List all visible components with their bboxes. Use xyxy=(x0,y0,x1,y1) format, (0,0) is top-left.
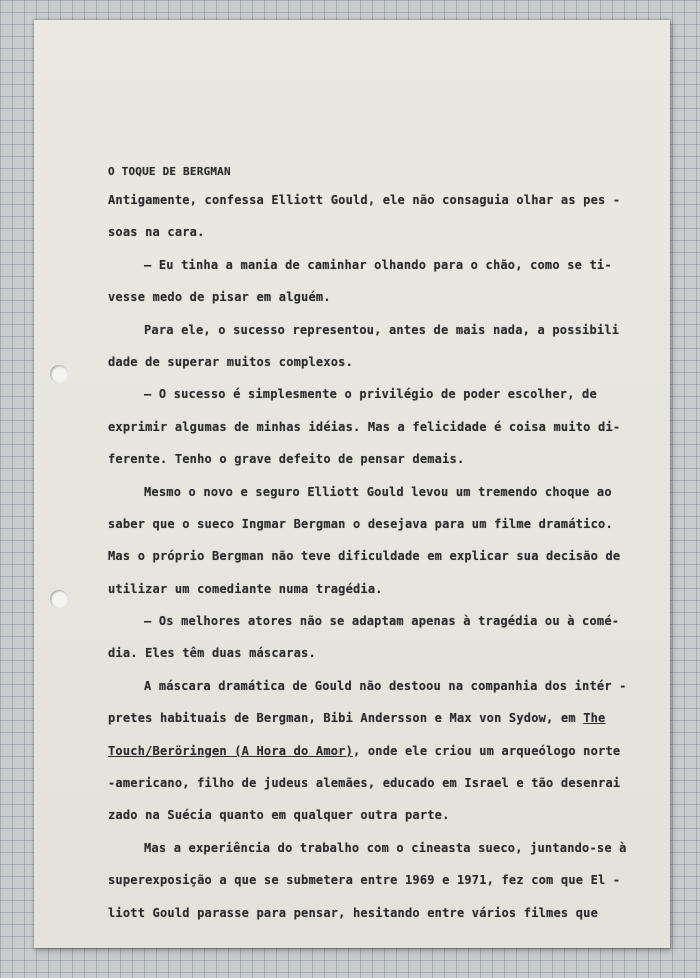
text-line: superexposição a que se submetera entre 1969 e 1971, fez com que El - xyxy=(108,873,621,888)
text-line: dade de superar muitos complexos. xyxy=(108,354,354,369)
text-segment: , onde ele criou um arqueólogo norte xyxy=(353,743,621,758)
text-line: — Eu tinha a mania de caminhar olhando para o chão, como se ti- xyxy=(144,257,612,272)
text-segment: pretes habituais de Bergman, Bibi Andersson e Max von Sydow, em xyxy=(108,711,584,726)
text-line: Antigamente, confessa Elliott Gould, ele não consaguia olhar as pes - xyxy=(108,193,621,207)
film-title-underlined: Touch/Beröringen (A Hora do Amor) xyxy=(108,743,354,758)
text-line: ferente. Tenho o grave defeito de pensar demais. xyxy=(108,452,465,467)
text-line: exprimir algumas de minhas idéias. Mas a felicidade é coisa muito di- xyxy=(108,419,621,434)
text-line: Mas o próprio Bergman não teve dificuldade em explicar sua decisão de xyxy=(108,549,621,564)
text-line: Mesmo o novo e seguro Elliott Gould levou um tremendo choque ao xyxy=(144,484,612,499)
text-line: — Os melhores atores não se adaptam apenas à tragédia ou à comé- xyxy=(144,614,620,629)
text-line: -americano, filho de judeus alemães, educado em Israel e tão desenrai xyxy=(108,776,621,791)
text-line: — O sucesso é simplesmente o privilégio de poder escolher, de xyxy=(144,387,597,402)
text-line: saber que o sueco Ingmar Bergman o desejava para um filme dramático. xyxy=(108,516,613,531)
punch-hole xyxy=(50,590,68,608)
text-line-film-reference xyxy=(108,702,628,734)
typewritten-page xyxy=(34,20,670,948)
text-line: Para ele, o sucesso representou, antes de mais nada, a possibili xyxy=(144,322,620,337)
text-line: vesse medo de pisar em alguém. xyxy=(108,290,331,305)
text-line-film-reference xyxy=(108,735,628,767)
film-title-underlined: The xyxy=(583,711,606,726)
text-line: utilizar um comediante numa tragédia. xyxy=(108,581,383,596)
text-line: liott Gould parasse para pensar, hesitando entre vários filmes que xyxy=(108,905,599,920)
text-line: Mas a experiência do trabalho com o cineasta sueco, juntando-se à xyxy=(144,840,627,855)
document-text xyxy=(108,160,628,929)
text-line: soas na cara. xyxy=(108,225,205,240)
text-line: dia. Eles têm duas máscaras. xyxy=(108,646,316,661)
text-line: A máscara dramática de Gould não destoou na companhia dos intér - xyxy=(144,678,627,693)
document-title: O TOQUE DE BERGMAN xyxy=(108,165,231,178)
text-line: zado na Suécia quanto em qualquer outra parte. xyxy=(108,808,450,823)
punch-hole xyxy=(50,365,68,383)
